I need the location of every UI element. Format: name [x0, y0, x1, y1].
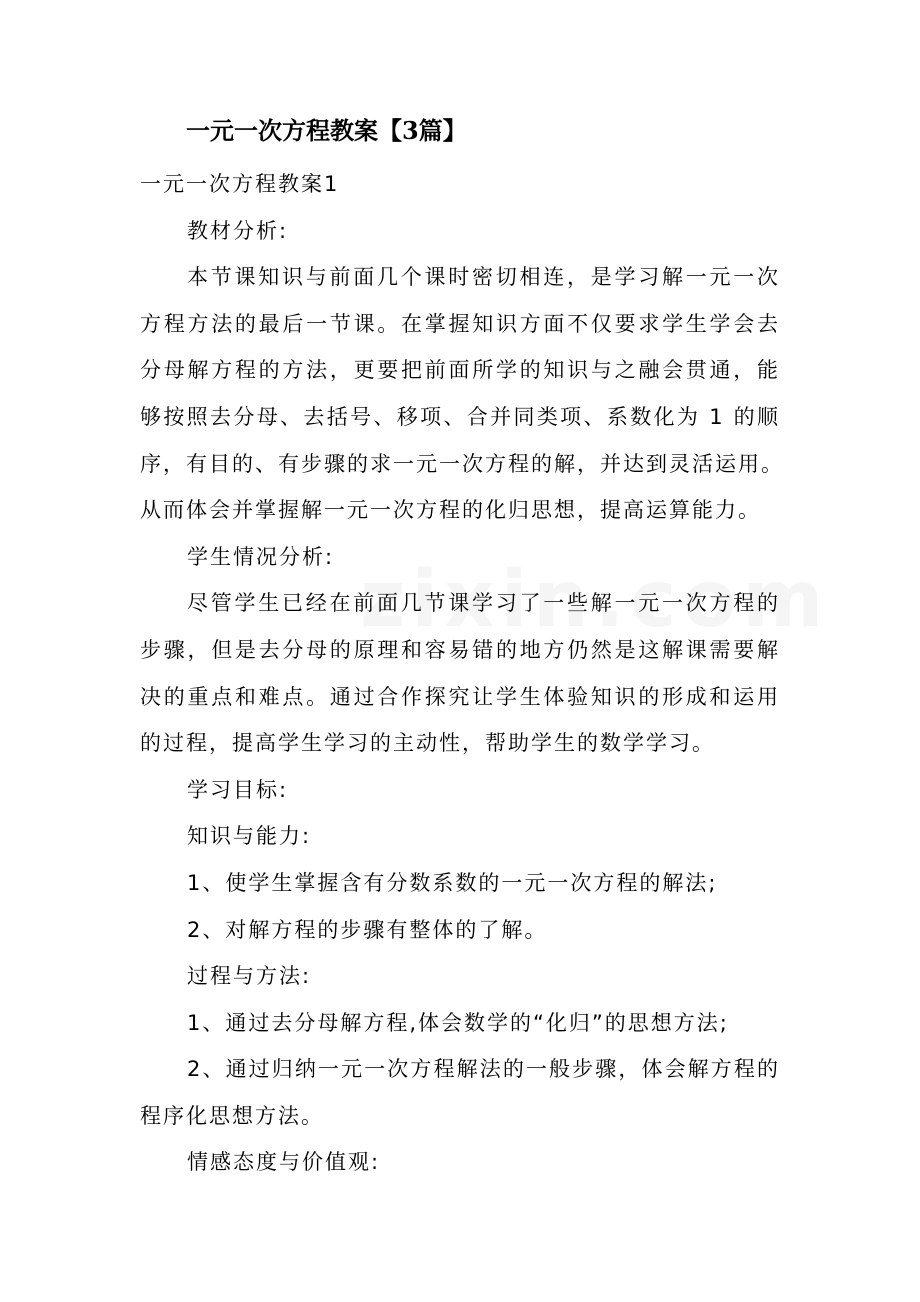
- section-heading-learning-goals: 学习目标:: [187, 777, 289, 802]
- document-body: [140, 161, 784, 1186]
- list-item: 1、使学生掌握含有分数系数的一元一次方程的解法;: [187, 870, 718, 895]
- paragraph-line: 的过程，提高学生学习的主动性，帮助学生的数学学习。: [140, 731, 715, 756]
- subtitle: 一元一次方程教案1: [140, 172, 340, 196]
- subsection-heading-attitude-values: 情感态度与价值观:: [187, 1150, 381, 1175]
- paragraph-line: 序，有目的、有步骤的求一元一次方程的解，并达到灵活运用。: [140, 451, 784, 476]
- paragraph-line: 够按照去分母、去括号、移项、合并同类项、系数化为 1 的顺: [140, 404, 780, 429]
- paragraph-line: 决的重点和难点。通过合作探究让学生体验知识的形成和运用: [140, 684, 780, 709]
- subsection-heading-knowledge-ability: 知识与能力:: [187, 824, 312, 849]
- paragraph-line: 程序化思想方法。: [140, 1103, 324, 1128]
- document-title: 一元一次方程教案【3篇】: [186, 116, 467, 145]
- paragraph-line: 本节课知识与前面几个课时密切相连，是学习解一元一次: [187, 265, 780, 290]
- subsection-heading-process-method: 过程与方法:: [187, 964, 312, 989]
- section-heading-student-analysis: 学生情况分析:: [187, 544, 335, 569]
- list-item: 1、通过去分母解方程,体会数学的“化归”的思想方法;: [187, 1010, 729, 1035]
- list-item: 2、通过归纳一元一次方程解法的一般步骤，体会解方程的: [187, 1057, 780, 1082]
- paragraph-line: 方程方法的最后一节课。在掌握知识方面不仅要求学生学会去: [140, 311, 780, 336]
- paragraph-line: 步骤，但是去分母的原理和容易错的地方仍然是这解课需要解: [140, 637, 780, 662]
- list-item: 2、对解方程的步骤有整体的了解。: [187, 917, 548, 942]
- paragraph-line: 从而体会并掌握解一元一次方程的化归思想，提高运算能力。: [140, 498, 761, 523]
- paragraph-line: 尽管学生已经在前面几节课学习了一些解一元一次方程的: [187, 591, 780, 616]
- section-heading-textbook-analysis: 教材分析:: [187, 218, 289, 243]
- paragraph-line: 分母解方程的方法，更要把前面所学的知识与之融会贯通，能: [140, 358, 780, 383]
